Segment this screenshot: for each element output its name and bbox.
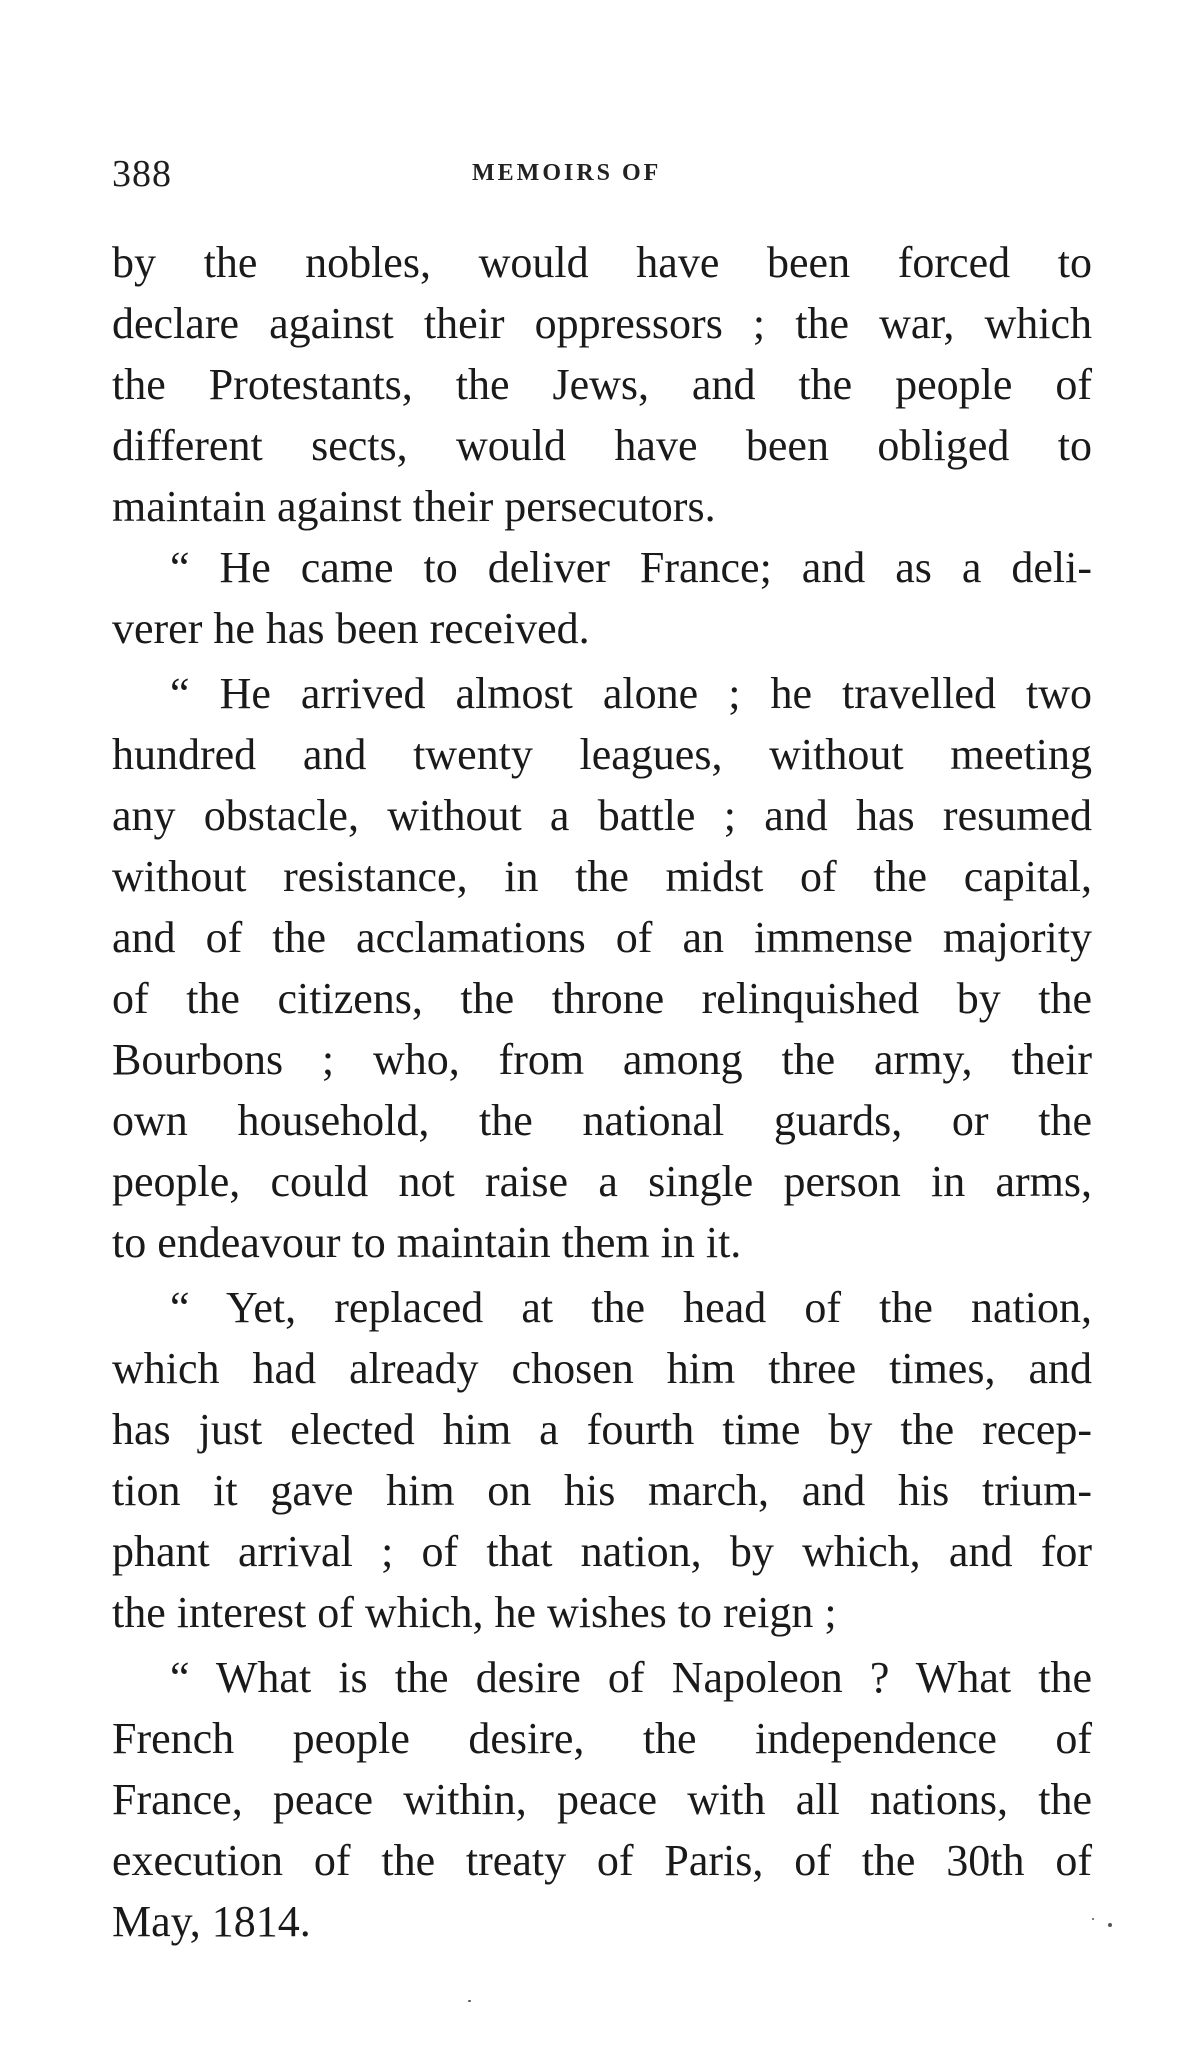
paper-speck <box>1092 1918 1094 1920</box>
text-line: by the nobles, would have been forced to <box>112 238 1092 287</box>
text-line: Bourbons ; who, from among the army, their <box>112 1035 1092 1084</box>
text-line: “ He came to deliver France; and as a deli- <box>170 543 1092 592</box>
paper-speck <box>468 2000 471 2002</box>
text-line: declare against their oppressors ; the war, which <box>112 299 1092 348</box>
text-line: hundred and twenty leagues, without meeting <box>112 730 1092 779</box>
text-line: “ What is the desire of Napoleon ? What the <box>170 1653 1092 1702</box>
text-line: any obstacle, without a battle ; and has resumed <box>112 791 1092 840</box>
page-number: 388 <box>112 153 172 195</box>
text-line: May, 1814. <box>112 1897 311 1946</box>
text-line: tion it gave him on his march, and his trium- <box>112 1466 1092 1515</box>
text-line: “ Yet, replaced at the head of the nation, <box>170 1283 1092 1332</box>
text-line: of the citizens, the throne relinquished by the <box>112 974 1092 1023</box>
text-line: the Protestants, the Jews, and the people of <box>112 360 1092 409</box>
text-line: France, peace within, peace with all nations, the <box>112 1775 1092 1824</box>
text-line: which had already chosen him three times, and <box>112 1344 1092 1393</box>
text-line: French people desire, the independence of <box>112 1714 1092 1763</box>
running-head <box>112 152 1092 196</box>
text-line: own household, the national guards, or the <box>112 1096 1092 1145</box>
text-line: without resistance, in the midst of the capital, <box>112 852 1092 901</box>
text-line: different sects, would have been obliged to <box>112 421 1092 470</box>
text-line: verer he has been received. <box>112 604 590 653</box>
text-line: maintain against their persecutors. <box>112 482 716 531</box>
running-title: MEMOIRS OF <box>472 160 662 186</box>
text-line: the interest of which, he wishes to reign ; <box>112 1588 837 1637</box>
text-line: “ He arrived almost alone ; he travelled two <box>170 669 1092 718</box>
text-line: execution of the treaty of Paris, of the 30th of <box>112 1836 1092 1885</box>
text-line: people, could not raise a single person in arms, <box>112 1157 1092 1206</box>
paper-speck <box>1108 1923 1112 1927</box>
text-line: and of the acclamations of an immense majority <box>112 913 1092 962</box>
body-text <box>112 232 1092 1952</box>
text-line: to endeavour to maintain them in it. <box>112 1218 742 1267</box>
text-line: phant arrival ; of that nation, by which, and for <box>112 1527 1092 1576</box>
text-line: has just elected him a fourth time by the recep- <box>112 1405 1092 1454</box>
